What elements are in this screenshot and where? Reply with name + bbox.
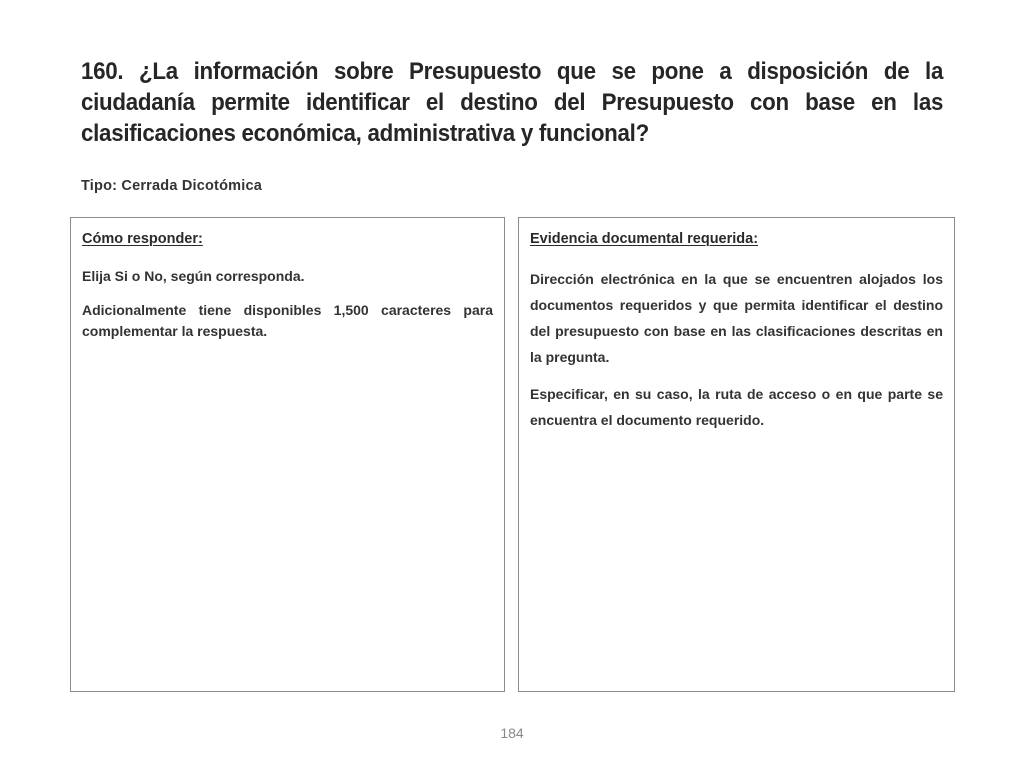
required-evidence-paragraph-1: Dirección electrónica en la que se encuentren alojados los documentos requeridos y que permita identificar el destino del presupuesto con base en las clasificaciones descritas en la pregunta. [530,271,943,365]
how-to-answer-paragraph-2: Adicionalmente tiene disponibles 1,500 caracteres para complementar la respuesta. [82,302,493,339]
question-title: 160. ¿La información sobre Presupuesto que se pone a disposición de la ciudadanía permite identificar el destino del Presupuesto con base en las clasificaciones económica, administrativa y funcional? [81,58,944,147]
required-evidence-paragraph-2: Especificar, en su caso, la ruta de acceso o en que parte se encuentra el documento requerido. [530,386,943,428]
required-evidence-heading: Evidencia documental requerida: [530,231,759,247]
required-evidence-content [530,229,943,444]
page-number: 184 [500,725,524,741]
how-to-answer-paragraph-1: Elija Si o No, según corresponda. [82,268,305,284]
how-to-answer-heading: Cómo responder: [82,231,203,247]
question-type: Tipo: Cerrada Dicotómica [81,178,262,194]
required-evidence-panel [518,217,955,692]
how-to-answer-panel [70,217,505,692]
how-to-answer-content [82,229,493,355]
